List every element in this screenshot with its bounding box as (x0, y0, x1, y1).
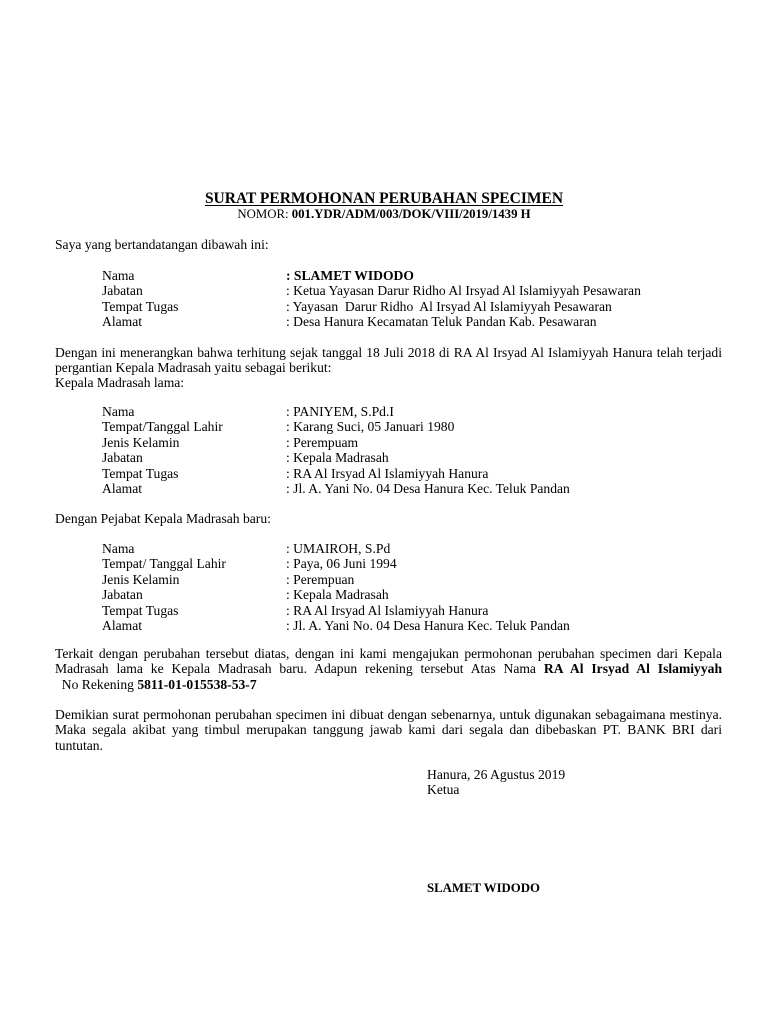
field-value: : Paya, 06 Juni 1994 (286, 556, 397, 572)
new-head-details (102, 541, 722, 633)
field-value: : Perempuam (286, 434, 359, 450)
field-value: : Karang Suci, 05 Januari 1980 (286, 419, 455, 435)
signer-row-nama (102, 268, 722, 283)
field-value: : Jl. A. Yani No. 04 Desa Hanura Kec. Teluk Pandan (286, 480, 570, 496)
field-label: Jabatan (102, 587, 143, 603)
statement-paragraph: Dengan ini menerangkan bahwa terhitung sejak tanggal 18 Juli 2018 di RA Al Irsyad Al Islamiyyah Hanura telah terjadi pergantian Kepala Madrasah yaitu sebagai berikut: (55, 345, 722, 376)
new-head-row-alamat (102, 618, 722, 633)
letter-number (0, 207, 768, 222)
old-head-row-nama (102, 404, 722, 419)
field-value: : Kepala Madrasah (286, 450, 389, 466)
field-label: Tempat Tugas (102, 298, 179, 314)
account-number: 5811-01-015538-53-7 (137, 676, 257, 692)
field-label: Alamat (102, 617, 143, 633)
field-label: Nama (102, 541, 135, 556)
field-value: : UMAIROH, S.Pd (286, 541, 391, 556)
signer-position: Ketua (427, 782, 460, 797)
field-value: : Kepala Madrasah (286, 587, 389, 603)
old-head-row-tempat-tugas (102, 466, 722, 481)
field-value: : Desa Hanura Kecamatan Teluk Pandan Kab. Pesawaran (286, 314, 597, 330)
new-head-row-tempat-tugas (102, 603, 722, 618)
old-head-details (102, 404, 722, 496)
field-value: : Ketua Yayasan Darur Ridho Al Irsyad Al Islamiyyah Pesawaran (286, 283, 641, 299)
old-head-row-jabatan (102, 450, 722, 465)
field-label: Alamat (102, 480, 143, 496)
intro-text: Saya yang bertandatangan dibawah ini: (55, 237, 269, 252)
letter-number-label: NOMOR: (237, 207, 292, 221)
field-value: : RA Al Irsyad Al Islamiyyah Hanura (286, 465, 489, 481)
signer-row-jabatan (102, 283, 722, 298)
old-head-heading: Kepala Madrasah lama: (55, 375, 185, 390)
account-number-label: No Rekening (55, 676, 138, 692)
new-head-row-gender (102, 572, 722, 587)
field-value: : PANIYEM, S.Pd.I (286, 404, 394, 419)
field-label: Jabatan (102, 283, 143, 299)
field-label: Tempat Tugas (102, 602, 179, 618)
signer-name: SLAMET WIDODO (427, 881, 540, 895)
field-value: : Yayasan Darur Ridho Al Irsyad Al Islamiyyah Pesawaran (286, 298, 612, 314)
place-date: Hanura, 26 Agustus 2019 (427, 767, 566, 782)
request-text: Terkait dengan perubahan tersebut diatas, dengan ini kami mengajukan permohonan perubahan specimen dari Kepala Madrasah lama ke Kepala Madrasah baru. Adapun rekening tersebut Atas Nama (55, 646, 722, 677)
field-label: Jenis Kelamin (102, 434, 180, 450)
signer-row-tempat-tugas (102, 299, 722, 314)
new-head-heading: Dengan Pejabat Kepala Madrasah baru: (55, 511, 271, 526)
new-head-row-ttl (102, 556, 722, 571)
field-value: : RA Al Irsyad Al Islamiyyah Hanura (286, 602, 489, 618)
new-head-row-jabatan (102, 587, 722, 602)
field-label: Nama (102, 268, 135, 283)
field-label: Nama (102, 404, 135, 419)
request-paragraph (55, 646, 722, 692)
letter-title: SURAT PERMOHONAN PERUBAHAN SPECIMEN (204, 190, 564, 207)
field-label: Tempat Tugas (102, 465, 179, 481)
signer-details (102, 268, 722, 330)
field-label: Jabatan (102, 450, 143, 466)
field-label: Tempat/Tanggal Lahir (102, 419, 223, 435)
field-value: : SLAMET WIDODO (286, 268, 414, 283)
old-head-row-ttl (102, 419, 722, 434)
field-label: Tempat/ Tanggal Lahir (102, 556, 226, 572)
new-head-row-nama (102, 541, 722, 556)
field-label: Alamat (102, 314, 143, 330)
field-value: : Jl. A. Yani No. 04 Desa Hanura Kec. Teluk Pandan (286, 617, 570, 633)
signer-row-alamat (102, 314, 722, 329)
old-head-row-gender (102, 435, 722, 450)
account-name: RA Al Irsyad Al Islamiyyah (543, 661, 723, 677)
letter-number-value: 001.YDR/ADM/003/DOK/VIII/2019/1439 H (291, 207, 531, 221)
field-label: Jenis Kelamin (102, 571, 180, 587)
old-head-row-alamat (102, 481, 722, 496)
field-value: : Perempuan (286, 571, 355, 587)
closing-paragraph: Demikian surat permohonan perubahan specimen ini dibuat dengan sebenarnya, untuk digunakan sebagaimana mestinya. Maka segala akibat yang timbul merupakan tanggung jawab kami dari segala dan dibebaskan PT. BANK BRI dari tuntutan. (55, 707, 722, 753)
